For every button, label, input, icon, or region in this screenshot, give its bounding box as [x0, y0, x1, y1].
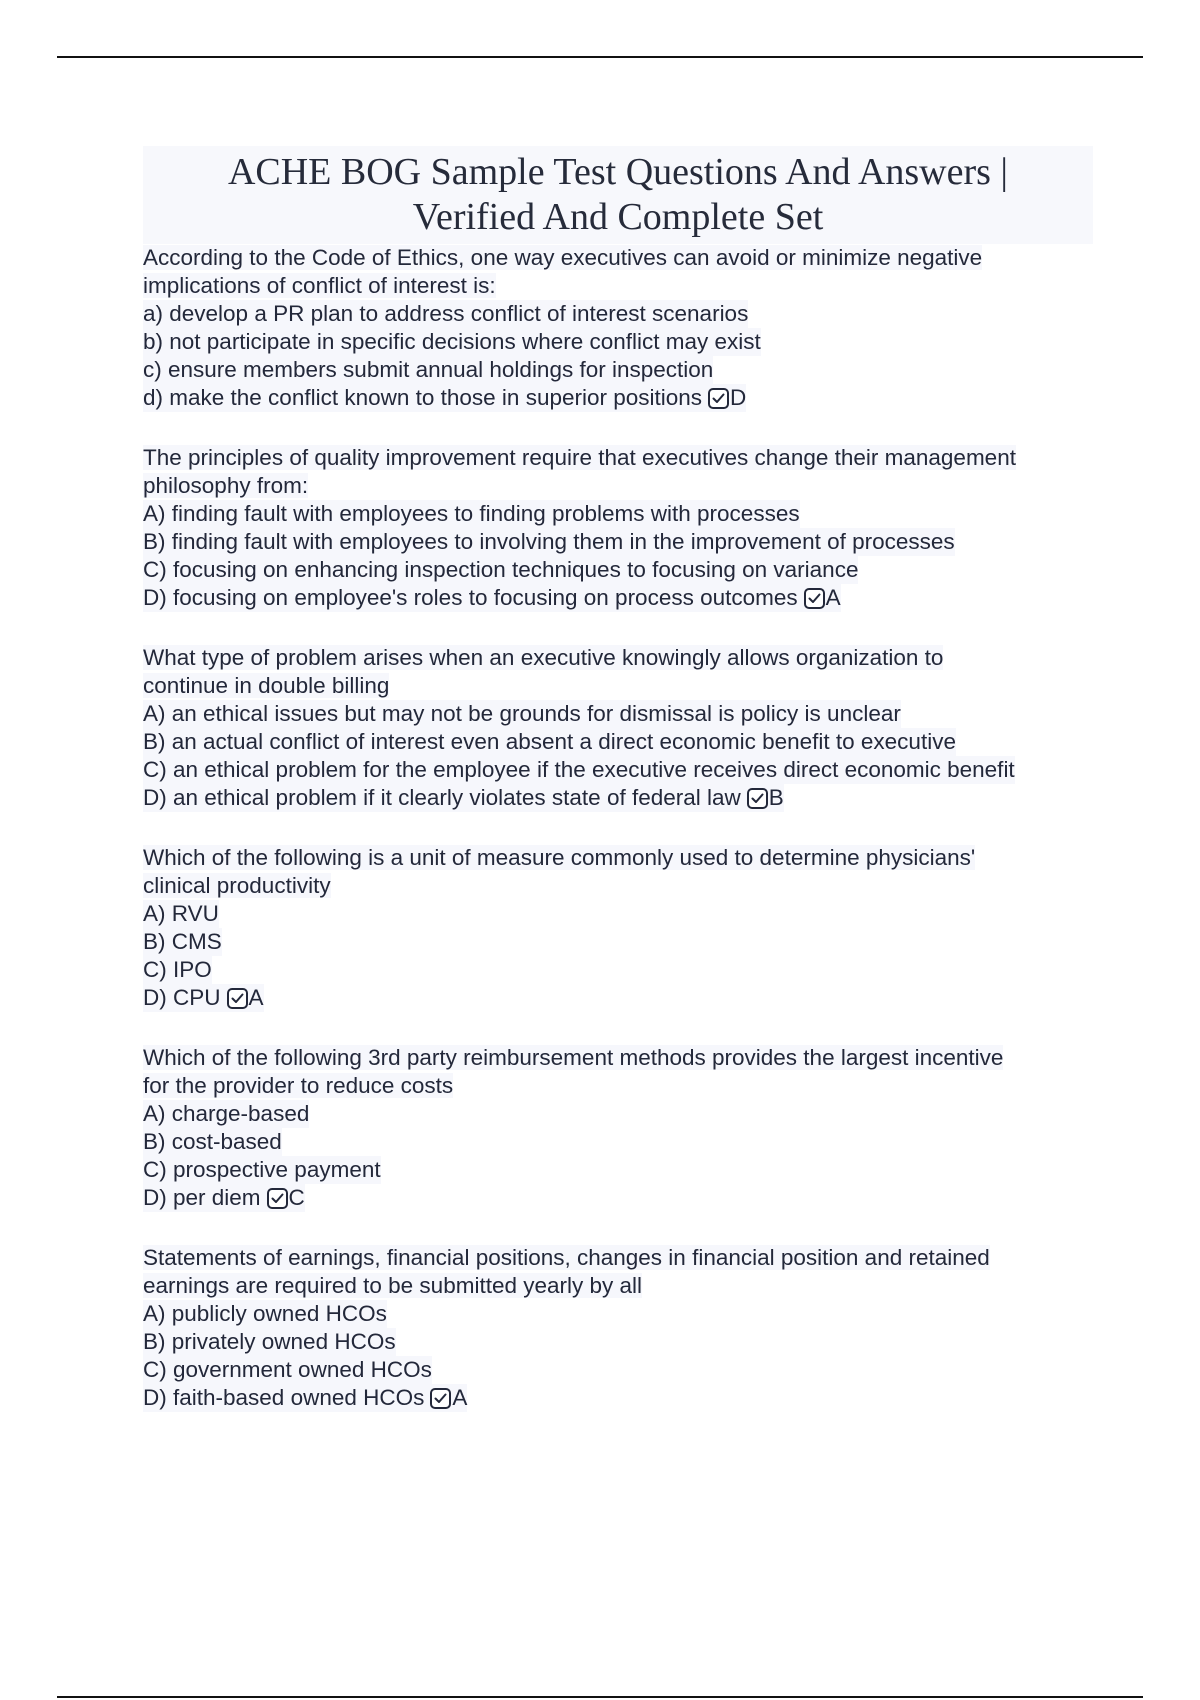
answer-option-text: A) finding fault with employees to finding problems with processes — [143, 501, 800, 526]
answer-option-text — [143, 784, 784, 812]
correct-answer-letter: D — [730, 385, 747, 410]
answer-options — [143, 700, 1093, 812]
answer-option-text: B) an actual conflict of interest even absent a direct economic benefit to executive — [143, 729, 956, 754]
document-body — [143, 146, 1093, 1444]
answer-option-text: C) prospective payment — [143, 1157, 381, 1182]
question-stem-line-1: According to the Code of Ethics, one way executives can avoid or minimize negative — [143, 245, 983, 270]
answer-option — [143, 1100, 1093, 1128]
answer-option — [143, 1328, 1093, 1356]
answer-option-text: B) finding fault with employees to involving them in the improvement of processes — [143, 529, 955, 554]
question-block-2 — [143, 444, 1093, 612]
title-line-2: Verified And Complete Set — [412, 196, 824, 238]
checkbox-checked-icon — [227, 988, 248, 1009]
answer-options — [143, 1100, 1093, 1212]
question-stem-line-2: earnings are required to be submitted yearly by all — [143, 1273, 643, 1298]
answer-options — [143, 300, 1093, 412]
question-stem — [143, 244, 1083, 300]
question-stem-line-1: The principles of quality improvement require that executives change their management — [143, 445, 1016, 470]
question-stem-line-2: implications of conflict of interest is: — [143, 273, 496, 298]
answer-option — [143, 1356, 1093, 1384]
checkbox-checked-icon — [708, 388, 729, 409]
question-stem-line-2: philosophy from: — [143, 473, 309, 498]
answer-option — [143, 384, 1093, 412]
answer-option-text: a) develop a PR plan to address conflict of interest scenarios — [143, 301, 749, 326]
question-stem-line-1: Which of the following 3rd party reimbursement methods provides the largest incentive — [143, 1045, 1004, 1070]
question-block-4 — [143, 844, 1093, 1012]
title-line-1: ACHE BOG Sample Test Questions And Answers | — [227, 151, 1009, 193]
answer-option — [143, 700, 1093, 728]
answer-option — [143, 556, 1093, 584]
answer-option — [143, 1156, 1093, 1184]
answer-option-label: D) an ethical problem if it clearly violates state of federal law — [143, 785, 741, 810]
question-stem-line-2: continue in double billing — [143, 673, 390, 698]
answer-option-text: C) government owned HCOs — [143, 1357, 432, 1382]
answer-option — [143, 1384, 1093, 1412]
checkbox-checked-icon — [804, 588, 825, 609]
answer-option-text: A) charge-based — [143, 1101, 310, 1126]
question-stem-line-2: for the provider to reduce costs — [143, 1073, 454, 1098]
answer-option-text: B) cost-based — [143, 1129, 282, 1154]
answer-option — [143, 1300, 1093, 1328]
answer-options — [143, 900, 1093, 1012]
answer-option — [143, 984, 1093, 1012]
answer-option-label: D) focusing on employee's roles to focusing on process outcomes — [143, 585, 798, 610]
question-stem — [143, 844, 1083, 900]
document-title — [143, 146, 1093, 244]
question-stem-line-1: What type of problem arises when an executive knowingly allows organization to — [143, 645, 944, 670]
question-stem — [143, 444, 1083, 500]
answer-option-label: d) make the conflict known to those in superior positions — [143, 385, 703, 410]
answer-option-text: A) an ethical issues but may not be grounds for dismissal is policy is unclear — [143, 701, 901, 726]
question-list — [143, 244, 1093, 1412]
answer-option-text — [143, 384, 746, 412]
answer-option-text: C) IPO — [143, 957, 212, 982]
answer-option-label: D) per diem — [143, 1185, 261, 1210]
answer-option — [143, 1128, 1093, 1156]
answer-option-text: b) not participate in specific decisions where conflict may exist — [143, 329, 761, 354]
correct-answer-letter: B — [768, 785, 784, 810]
answer-option — [143, 500, 1093, 528]
question-stem — [143, 644, 1083, 700]
question-block-5 — [143, 1044, 1093, 1212]
answer-option — [143, 328, 1093, 356]
answer-option-text — [143, 584, 841, 612]
answer-option-text: C) focusing on enhancing inspection techniques to focusing on variance — [143, 557, 859, 582]
top-rule — [57, 56, 1143, 58]
question-stem-line-2: clinical productivity — [143, 873, 331, 898]
answer-option-text: c) ensure members submit annual holdings for inspection — [143, 357, 714, 382]
answer-option — [143, 900, 1093, 928]
answer-option — [143, 784, 1093, 812]
checkbox-checked-icon — [747, 788, 768, 809]
answer-option-text: B) CMS — [143, 929, 222, 954]
question-stem-line-1: Statements of earnings, financial positions, changes in financial position and retained — [143, 1245, 990, 1270]
question-stem — [143, 1244, 1083, 1300]
answer-option-label: D) faith-based owned HCOs — [143, 1385, 425, 1410]
answer-options — [143, 1300, 1093, 1412]
answer-option-text — [143, 984, 264, 1012]
bottom-rule — [57, 1696, 1143, 1698]
question-stem — [143, 1044, 1083, 1100]
answer-options — [143, 500, 1093, 612]
answer-option-text — [143, 1384, 467, 1412]
answer-option — [143, 584, 1093, 612]
checkbox-checked-icon — [430, 1388, 451, 1409]
answer-option — [143, 356, 1093, 384]
answer-option — [143, 1184, 1093, 1212]
question-block-1 — [143, 244, 1093, 412]
correct-answer-letter: C — [288, 1185, 305, 1210]
answer-option-text: A) publicly owned HCOs — [143, 1301, 387, 1326]
answer-option — [143, 728, 1093, 756]
answer-option — [143, 528, 1093, 556]
answer-option-text: B) privately owned HCOs — [143, 1329, 396, 1354]
correct-answer-letter: A — [825, 585, 841, 610]
correct-answer-letter: A — [248, 985, 264, 1010]
answer-option — [143, 956, 1093, 984]
question-block-6 — [143, 1244, 1093, 1412]
checkbox-checked-icon — [267, 1188, 288, 1209]
answer-option-label: D) CPU — [143, 985, 221, 1010]
answer-option-text: A) RVU — [143, 901, 219, 926]
answer-option — [143, 928, 1093, 956]
question-stem-line-1: Which of the following is a unit of measure commonly used to determine physicians' — [143, 845, 976, 870]
correct-answer-letter: A — [452, 1385, 468, 1410]
answer-option-text: C) an ethical problem for the employee if the executive receives direct economic benefit — [143, 757, 1015, 782]
answer-option-text — [143, 1184, 305, 1212]
question-block-3 — [143, 644, 1093, 812]
answer-option — [143, 756, 1093, 784]
answer-option — [143, 300, 1093, 328]
